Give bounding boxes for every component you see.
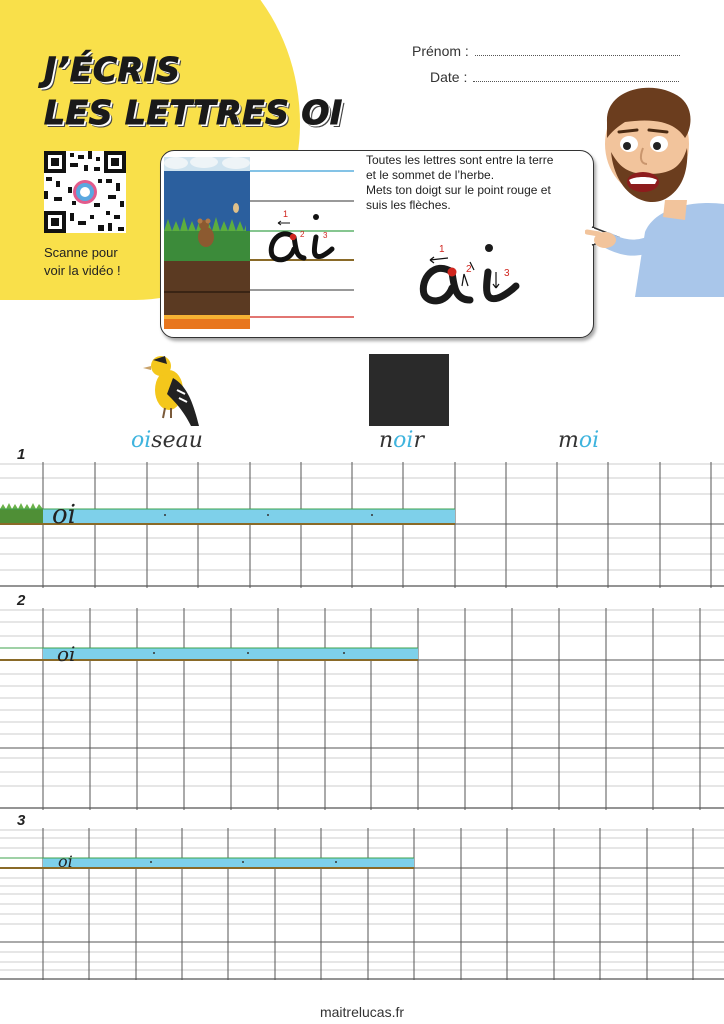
letter-guide-lines <box>250 157 354 329</box>
goldfinch-bird-image <box>143 350 203 428</box>
page-title-line1: J’ÉCRIS <box>44 50 181 89</box>
model-letters: oi <box>57 642 76 666</box>
stroke-number: 3 <box>504 268 510 279</box>
section-number: 2 <box>17 592 26 609</box>
stroke-number: 2 <box>300 230 305 239</box>
stroke-number: 3 <box>323 231 328 240</box>
footer-site[interactable]: maitrelucas.fr <box>319 1004 405 1020</box>
stroke-number: 1 <box>283 209 289 219</box>
writing-grid-2[interactable] <box>0 608 724 810</box>
prenom-label: Prénom : <box>412 43 469 59</box>
writing-grid-1[interactable] <box>0 462 724 588</box>
section-number: 1 <box>17 446 26 463</box>
instructions-text: Toutes les lettres sont entre la terre et le sommet de l’herbe. Mets ton doigt sur le point rouge et suis les flèches. <box>366 153 554 212</box>
stroke-number: 1 <box>439 244 445 255</box>
date-label: Date : <box>430 69 468 85</box>
prenom-field[interactable] <box>412 43 680 59</box>
date-dotted-line[interactable] <box>473 70 679 82</box>
stroke-number: 2 <box>466 264 472 275</box>
stroke-order-oi <box>412 238 522 308</box>
word-moi: moi <box>558 428 600 453</box>
writing-grid-3[interactable] <box>0 828 724 980</box>
black-square-image <box>369 354 449 426</box>
word-noir: noir <box>379 428 424 453</box>
earth-grass-scene <box>164 157 250 329</box>
model-letters: oi <box>52 500 76 530</box>
word-oiseau: oiseau <box>131 428 203 453</box>
prenom-dotted-line[interactable] <box>475 44 680 56</box>
teacher-illustration <box>585 82 724 297</box>
qr-code-icon[interactable] <box>44 151 126 233</box>
page-title-line2: LES LETTRES OI <box>44 93 343 132</box>
section-number: 3 <box>17 812 26 829</box>
scan-caption: Scanne pour voir la vidéo ! <box>44 245 121 278</box>
model-letters: oi <box>58 852 73 871</box>
